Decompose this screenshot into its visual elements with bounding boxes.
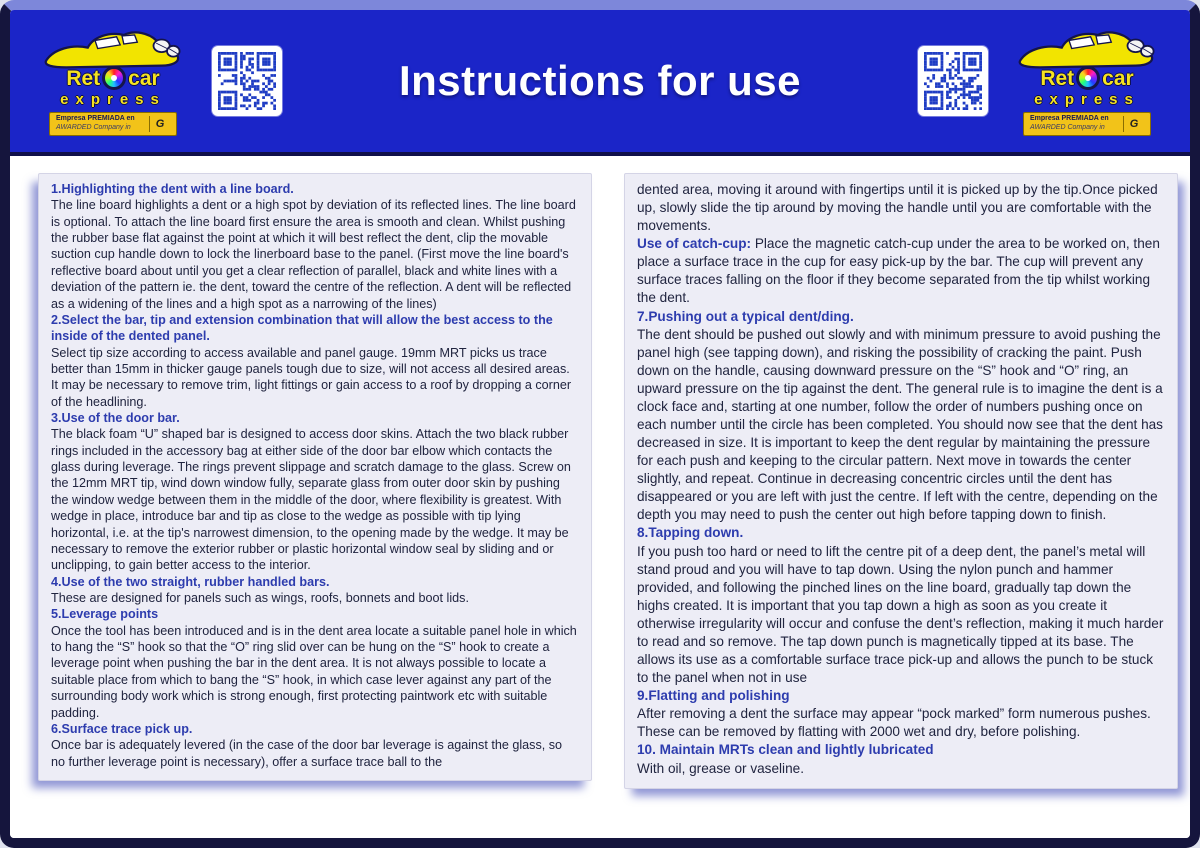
- badge-emblem-icon: G: [1123, 116, 1144, 132]
- section-heading: 2.Select the bar, tip and extension combination that will allow the best access to the inside of the dented panel.: [51, 312, 553, 344]
- section-heading: 1.Highlighting the dent with a line board.: [51, 182, 294, 196]
- section-heading: 6.Surface trace pick up.: [51, 721, 193, 736]
- color-wheel-icon: [102, 66, 126, 90]
- section-paragraph: Use of catch-cup: Place the magnetic catch-cup under the area to be worked on, then place a surface trace in the cup for easy pick-up by the bar. The cup will prevent any surface traces falling on the floor if they become separated from the tip whilst working the dent.: [637, 236, 1160, 306]
- section-paragraph: dented area, moving it around with fingertips until it is picked up by the tip.Once picked up, slowly slide the tip around by moving the handle until you are comfortable with the movements.: [637, 182, 1158, 234]
- brand-logo-right: [1002, 26, 1172, 136]
- qr-code-icon-right: [918, 46, 988, 116]
- badge-emblem-icon: G: [149, 116, 170, 132]
- section-paragraph: After removing a dent the surface may appear “pock marked” form numerous pushes. These can be removed by flatting with 2000 wet and dry, before polishing.: [637, 706, 1151, 740]
- brand-wordmark: [1040, 66, 1133, 90]
- section-heading: 3.Use of the door bar.: [51, 411, 180, 426]
- badge-line1: Empresa PREMIADA en: [1030, 115, 1109, 123]
- brand-word-left: Ret: [1040, 66, 1075, 90]
- brand-express-label: express: [1034, 91, 1140, 109]
- badge-line2: AWARDED Company in: [56, 124, 131, 131]
- right-column-panel: [624, 173, 1178, 789]
- brand-word-right: car: [128, 66, 160, 90]
- section-heading: 8.Tapping down.: [637, 525, 744, 541]
- section-paragraph: Select tip size according to access available and panel gauge. 19mm MRT picks us trace better than 15mm in thicker gauge panels tough due to size, will not access all desired areas. It may be necessary to remove trim, light fittings or gain access to a roof by dropping a corner of the headlining.: [51, 345, 572, 409]
- section-heading: 10. Maintain MRTs clean and lightly lubricated: [637, 742, 934, 758]
- brand-logo-left: [28, 26, 198, 136]
- section-paragraph: Once bar is adequately levered (in the case of the door bar leverage is against the glass, so no further leverage point is necessary), offer a surface trace ball to the: [51, 738, 563, 769]
- header-band: [10, 10, 1190, 156]
- brand-word-right: car: [1102, 66, 1134, 90]
- section-heading: 5.Leverage points: [51, 607, 159, 622]
- brand-wordmark: [66, 66, 159, 90]
- section-paragraph: The black foam “U” shaped bar is designed to access door skins. Attach the two black rubber rings included in the accessory bag at either side of the door bar elbow which contacts the glass during leverage. The rings prevent slippage and scratch damage to the glass. Screw on the 12mm MRT tip, wind down window fully, separate glass from outer door skin by pushing the window wedge between them in the middle of the door, where flexibility is greatest. With wedge in place, introduce bar and tip as close to the wedge as possible with tip lying horizontal, i.e. at the tip's narrowest dimension, to the opening made by the wedge. It may be necessary to remove the exterior rubber or plastic horizontal window seal by sliding and or unclipping, to gain better access to the interior.: [51, 427, 571, 573]
- section-heading: 9.Flatting and polishing: [637, 688, 790, 704]
- badge-line1: Empresa PREMIADA en: [56, 115, 135, 123]
- brand-express-label: express: [60, 91, 166, 109]
- award-badge: [49, 112, 177, 136]
- brand-word-left: Ret: [66, 66, 101, 90]
- qr-code-icon-left: [212, 46, 282, 116]
- section-paragraph: If you push too hard or need to lift the centre pit of a deep dent, the panel’s metal will stand proud and you will have to tap down. Using the nylon punch and hammer provided, and following the pinched lines on the line board, gradually tap down the highs created. It is important that you tap down a high as soon as you create it otherwise irregularity will occur and confuse the dent’s reflection, making it much harder to read and so remove. The tap down punch is magnetically tipped at its base. The allows its use as a comfortable surface trace pick-up and allows the punch to be stuck to the panel when not in use: [637, 543, 1164, 686]
- section-paragraph: The line board highlights a dent or a high spot by deviation of its reflected lines. The line board is optional. To attach the line board first ensure the area is smooth and clean. Whilst pushing the rubber base flat against the point at which it will best reflect the dent, clip the movable suction cup handle down to lock the linerboard base to the panel. (First move the line board's reflective board about until you get a clear reflection of parallel, black and white lines with a deviation of the pattern ie. the dent, toward the centre of the reflection. A dent will be reflected as a widening of the lines and a high spot as a narrowing of the lines): [51, 198, 576, 311]
- left-column-panel: [38, 173, 592, 781]
- inline-heading: Use of catch-cup:: [637, 236, 755, 252]
- content-area: [10, 156, 1190, 838]
- award-badge: [1023, 112, 1151, 136]
- section-paragraph: Once the tool has been introduced and is in the dent area locate a suitable panel hole in which to hang the “S” hook so that the “O” ring slid over can be hung on the “S” hook to create a leverage point when pushing the bar in the dent area. It is not always possible to locate a suitable place from which to bang the “S” hook, in which case lever against any part of the surrounding body work which is strong enough, first protecting paintwork etc with suitable padding.: [51, 623, 577, 720]
- section-heading: 4.Use of the two straight, rubber handled bars.: [51, 574, 330, 589]
- badge-line2: AWARDED Company in: [1030, 124, 1105, 131]
- section-heading: 7.Pushing out a typical dent/ding.: [637, 308, 854, 324]
- section-paragraph: With oil, grease or vaseline.: [637, 760, 804, 776]
- section-paragraph: These are designed for panels such as wings, roofs, bonnets and boot lids.: [51, 590, 469, 605]
- color-wheel-icon: [1076, 66, 1100, 90]
- section-paragraph: The dent should be pushed out slowly and with minimum pressure to avoid pushing the panel high (see tapping down), and risking the possibility of cracking the paint. Push down on the handle, causing downward pressure on the “S” hook and “O” ring, an upward pressure on the tip against the dent. The general rule is to imagine the dent is a clock face and, starting at one number, follow the order of numbers pushing once on each number until the circle has been completed. You should now see that the dent has decreased in size. It is important to keep the dent regular by maintaining the pressure for each push and keeping to the circular pattern. Next move in towards the center slightly, and repeat. Continue in decreasing concentric circles until the dent has disappeared or you are left with just the centre. If left with the centre, depending on the depth you may need to push the center out high before tapping down to finish.: [637, 326, 1163, 523]
- page-title: Instructions for use: [398, 57, 802, 104]
